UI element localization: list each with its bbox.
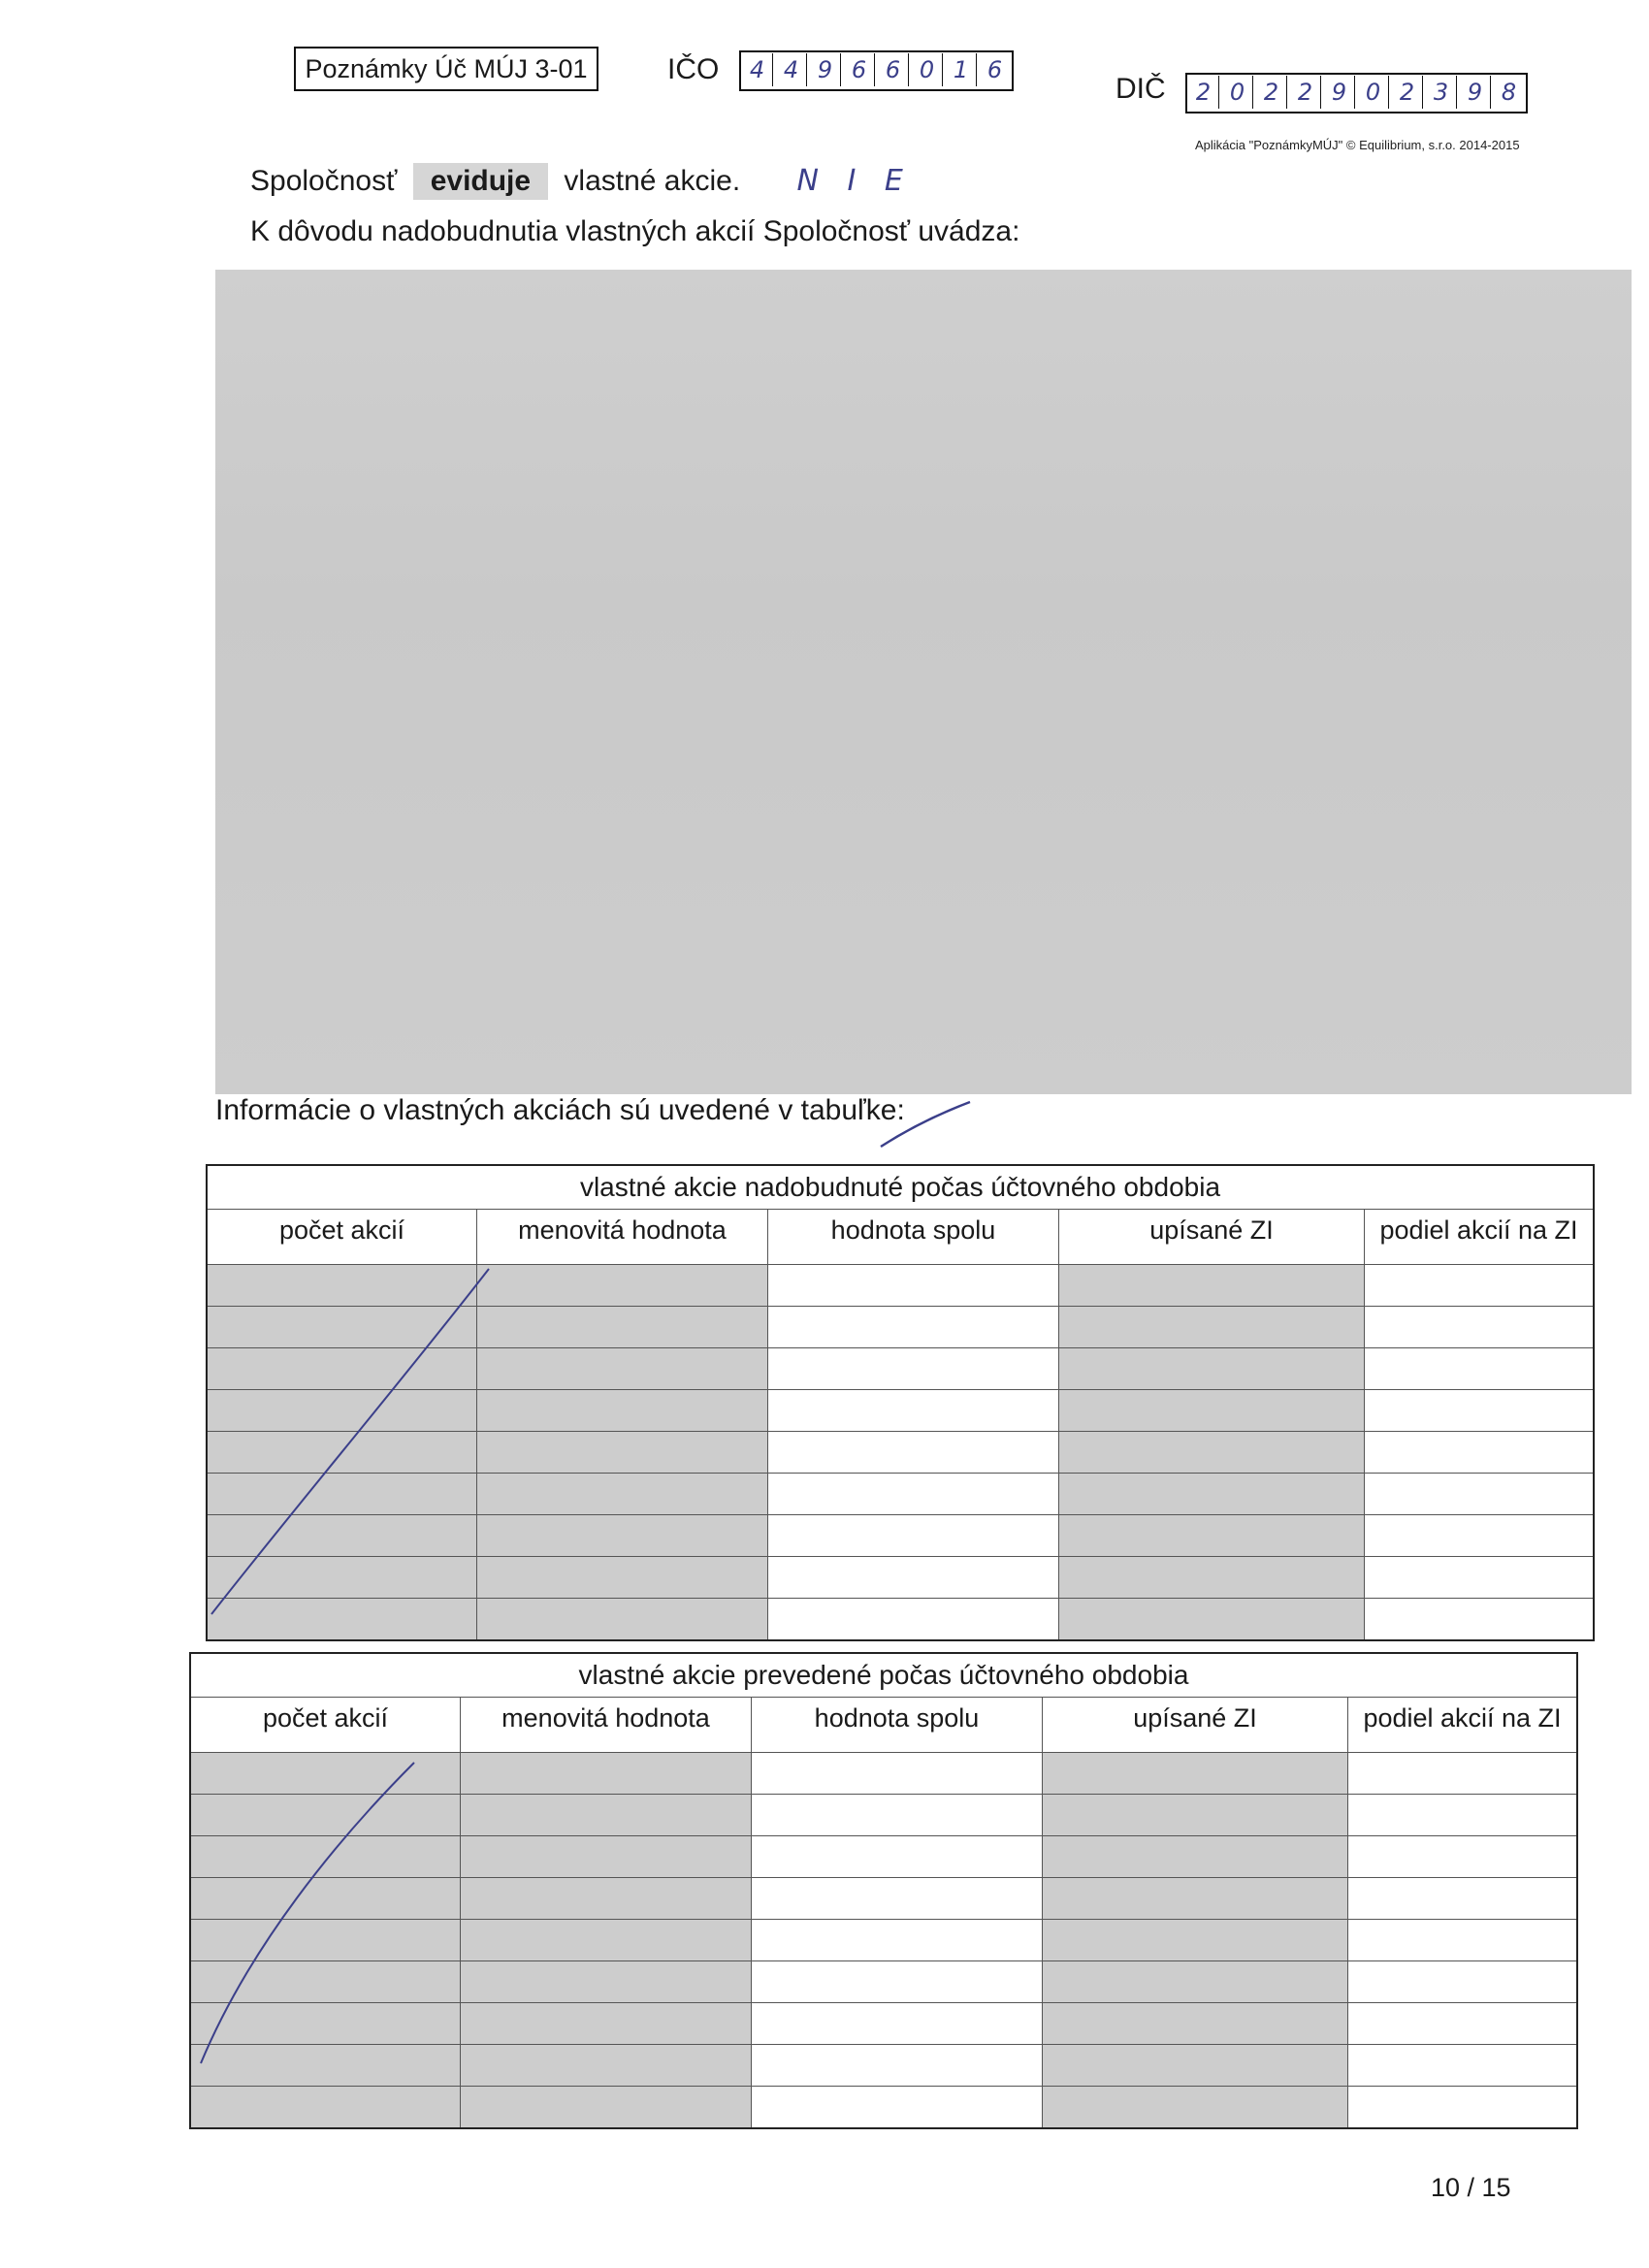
table-cell[interactable] [768, 1474, 1059, 1514]
table-cell[interactable] [1348, 1836, 1576, 1877]
table-cell[interactable] [1365, 1390, 1593, 1431]
dic-label: DIČ [1116, 73, 1166, 105]
ico-digit: 4 [742, 53, 773, 86]
table-body [208, 1265, 1593, 1639]
table-cell[interactable] [752, 1878, 1043, 1919]
table-cell[interactable] [461, 1836, 752, 1877]
table-cell[interactable] [752, 2045, 1043, 2086]
table-cell[interactable] [1043, 1878, 1348, 1919]
info-label: Informácie o vlastných akciách sú uvedené v tabuľke: [215, 1094, 905, 1126]
handwritten-nie: N I E [796, 164, 913, 198]
column-header: podiel akcií na ZI [1363, 1703, 1562, 1733]
column-header: upísané ZI [1059, 1210, 1365, 1264]
table-cell[interactable] [1348, 1878, 1576, 1919]
ico-label: IČO [667, 53, 720, 85]
table-cell[interactable] [1348, 1920, 1576, 1960]
column-header: upísané ZI [1043, 1698, 1348, 1752]
table-cell[interactable] [1043, 2003, 1348, 2044]
evidence-select[interactable]: eviduje [413, 163, 548, 200]
dic-digit: 0 [1222, 76, 1253, 109]
page-number: 10 / 15 [1431, 2173, 1511, 2202]
table-cell[interactable] [752, 1836, 1043, 1877]
table-cell[interactable] [1043, 2045, 1348, 2086]
table-cell[interactable] [1043, 2087, 1348, 2127]
table-cell[interactable] [1348, 1961, 1576, 2002]
table-body [191, 1753, 1576, 2127]
column-header: podiel akcií na ZI [1379, 1215, 1578, 1245]
table-cell[interactable] [752, 1920, 1043, 1960]
table-cell[interactable] [1059, 1390, 1365, 1431]
table-cell[interactable] [768, 1557, 1059, 1598]
transferred-shares-table [189, 1652, 1578, 2129]
dic-digit: 2 [1392, 76, 1423, 109]
table-cell[interactable] [477, 1348, 768, 1389]
table-cell[interactable] [1043, 1920, 1348, 1960]
handwritten-strike-line [208, 1265, 499, 1632]
table-cell[interactable] [1059, 1515, 1365, 1556]
table-cell[interactable] [1365, 1307, 1593, 1347]
table-cell[interactable] [1059, 1348, 1365, 1389]
table-cell[interactable] [768, 1265, 1059, 1306]
table-cell[interactable] [461, 1878, 752, 1919]
table-cell[interactable] [1059, 1265, 1365, 1306]
table-title: vlastné akcie prevedené počas účtovného obdobia [191, 1654, 1576, 1698]
table-cell[interactable] [1348, 2045, 1576, 2086]
ico-digit: 6 [878, 53, 909, 86]
app-copyright-note: Aplikácia "PoznámkyMÚJ" © Equilibrium, s.r.o. 2014-2015 [1195, 138, 1520, 152]
dic-digit: 0 [1358, 76, 1389, 109]
table-cell[interactable] [1348, 2003, 1576, 2044]
column-header: menovitá hodnota [461, 1698, 752, 1752]
table-cell[interactable] [1365, 1557, 1593, 1598]
column-header: hodnota spolu [752, 1698, 1043, 1752]
ico-digit: 6 [844, 53, 875, 86]
table-cell[interactable] [1365, 1474, 1593, 1514]
table-cell[interactable] [477, 1390, 768, 1431]
form-id-box: Poznámky Úč MÚJ 3-01 [294, 47, 598, 91]
table-cell[interactable] [1059, 1432, 1365, 1473]
dic-digit: 9 [1460, 76, 1491, 109]
table-cell[interactable] [768, 1348, 1059, 1389]
dic-digit: 8 [1501, 79, 1517, 106]
reason-text-area[interactable] [215, 270, 1632, 1094]
table-cell[interactable] [1365, 1265, 1593, 1306]
ico-digit: 1 [946, 53, 977, 86]
ico-field[interactable] [739, 50, 1014, 91]
table-cell[interactable] [477, 1474, 768, 1514]
table-cell[interactable] [1348, 1753, 1576, 1794]
table-cell[interactable] [1348, 1795, 1576, 1835]
table-cell[interactable] [461, 2045, 752, 2086]
table-cell[interactable] [768, 1307, 1059, 1347]
table-cell[interactable] [461, 1961, 752, 2002]
table-cell[interactable] [477, 1307, 768, 1347]
table-cell[interactable] [1365, 1432, 1593, 1473]
table-title: vlastné akcie nadobudnuté počas účtovného obdobia [208, 1166, 1593, 1210]
table-cell[interactable] [752, 2087, 1043, 2127]
dic-digit: 2 [1188, 76, 1219, 109]
table-cell[interactable] [191, 2087, 461, 2127]
table-cell[interactable] [477, 1599, 768, 1639]
column-header: hodnota spolu [768, 1210, 1059, 1264]
table-cell[interactable] [752, 1961, 1043, 2002]
column-header: menovitá hodnota [477, 1210, 768, 1264]
table-cell[interactable] [1043, 1795, 1348, 1835]
table-cell[interactable] [1348, 2087, 1576, 2127]
table-cell[interactable] [1043, 1961, 1348, 2002]
table-cell[interactable] [477, 1557, 768, 1598]
column-header: počet akcií [208, 1210, 477, 1264]
table-cell[interactable] [1059, 1599, 1365, 1639]
table-cell[interactable] [461, 1795, 752, 1835]
column-header: počet akcií [191, 1698, 461, 1752]
ico-digit: 4 [776, 53, 807, 86]
table-cell[interactable] [1365, 1515, 1593, 1556]
dic-digit: 2 [1256, 76, 1287, 109]
handwritten-strike-line [191, 1753, 424, 2073]
table-cell[interactable] [768, 1515, 1059, 1556]
handwritten-dash-mark [873, 1096, 980, 1154]
dic-digit: 3 [1426, 76, 1457, 109]
reason-label: K dôvodu nadobudnutia vlastných akcií Spoločnosť uvádza: [250, 215, 1020, 247]
own-shares-statement [250, 163, 913, 200]
dic-digit: 9 [1324, 76, 1355, 109]
ico-digit: 6 [986, 56, 1003, 83]
table-cell[interactable] [1059, 1557, 1365, 1598]
table-cell[interactable] [461, 2003, 752, 2044]
ico-digit: 9 [810, 53, 841, 86]
statement-suffix: vlastné akcie. [564, 165, 741, 197]
table-cell[interactable] [768, 1599, 1059, 1639]
table-cell[interactable] [1059, 1474, 1365, 1514]
table-cell[interactable] [461, 1920, 752, 1960]
dic-digit: 2 [1290, 76, 1321, 109]
table-cell[interactable] [477, 1515, 768, 1556]
dic-field[interactable] [1185, 73, 1528, 113]
table-cell[interactable] [768, 1390, 1059, 1431]
table-cell[interactable] [752, 1795, 1043, 1835]
statement-prefix: Spoločnosť [250, 165, 398, 197]
table-cell[interactable] [752, 2003, 1043, 2044]
table-cell[interactable] [477, 1265, 768, 1306]
table-cell[interactable] [1365, 1348, 1593, 1389]
table-cell[interactable] [461, 1753, 752, 1794]
table-cell[interactable] [1043, 1753, 1348, 1794]
table-cell[interactable] [752, 1753, 1043, 1794]
table-cell[interactable] [768, 1432, 1059, 1473]
table-cell[interactable] [461, 2087, 752, 2127]
table-cell[interactable] [1059, 1307, 1365, 1347]
table-cell[interactable] [1365, 1599, 1593, 1639]
table-cell[interactable] [477, 1432, 768, 1473]
table-row [191, 2087, 1576, 2127]
table-cell[interactable] [1043, 1836, 1348, 1877]
ico-digit: 0 [912, 53, 943, 86]
acquired-shares-table [206, 1164, 1595, 1641]
